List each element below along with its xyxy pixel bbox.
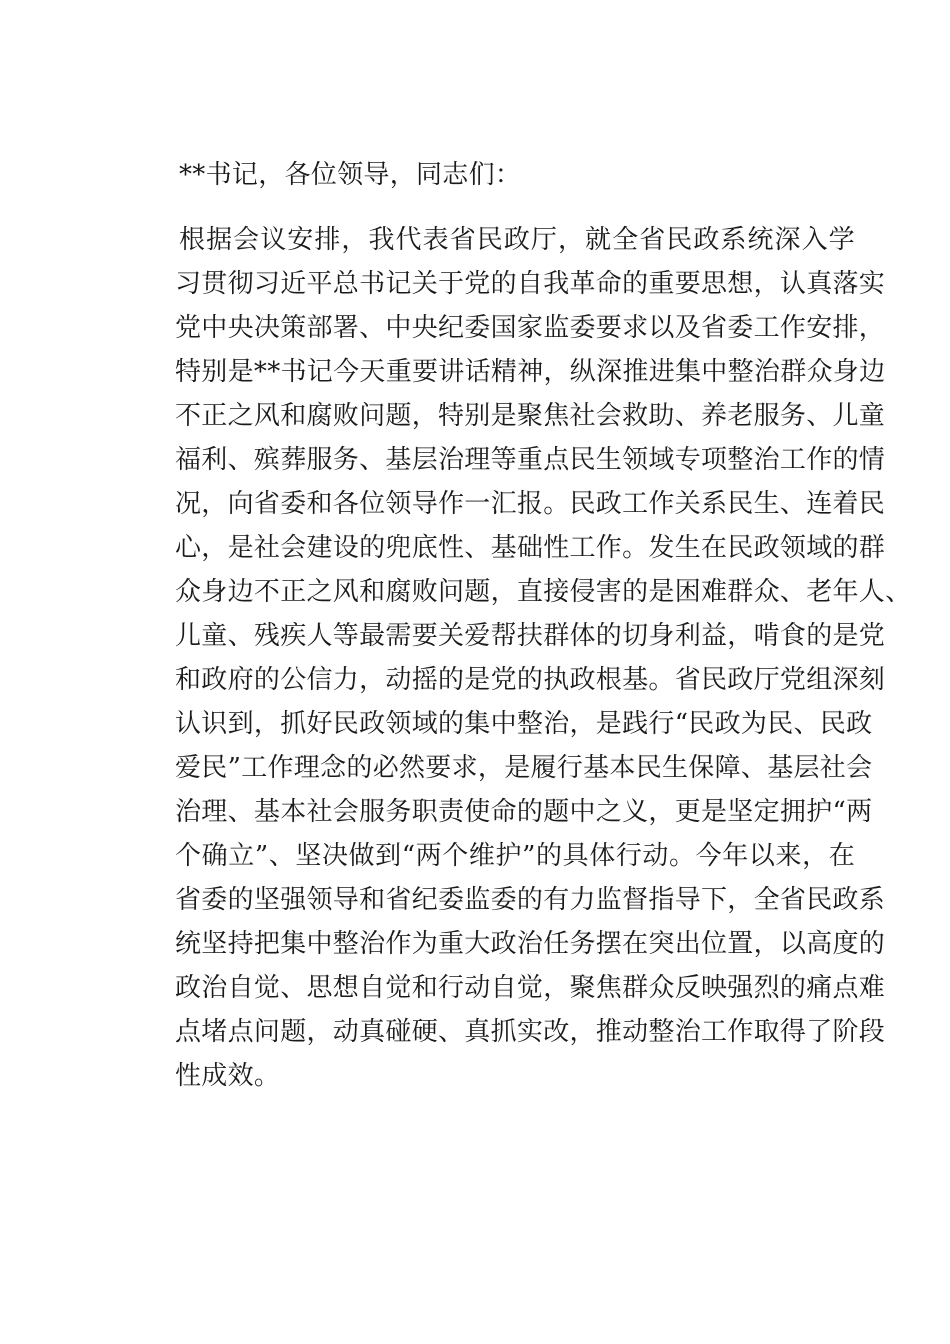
paragraph-line: 不正之风和腐败问题，特别是聚焦社会救助、养老服务、儿童 (175, 401, 886, 431)
paragraph-line: 爱民”工作理念的必然要求，是履行基本民生保障、基层社会 (175, 753, 873, 783)
salutation: **书记，各位领导，同志们： (179, 160, 522, 190)
paragraph-line: 治理、基本社会服务职责使命的题中之义，更是坚定拥护“两 (175, 797, 873, 827)
paragraph-line: 众身边不正之风和腐败问题，直接侵害的是困难群众、老年人、 (175, 577, 912, 607)
paragraph-line: 个确立”、坚决做到“两个维护”的具体行动。今年以来，在 (175, 841, 855, 871)
body-paragraph (175, 218, 912, 1098)
paragraph-line: 点堵点问题，动真碰硬、真抓实改，推动整治工作取得了阶段 (175, 1017, 886, 1047)
paragraph-line: 根据会议安排，我代表省民政厅，就全省民政系统深入学 (179, 225, 855, 255)
paragraph-line: 儿童、残疾人等最需要关爱帮扶群体的切身利益，啃食的是党 (175, 621, 886, 651)
paragraph-line: 政治自觉、思想自觉和行动自觉，聚焦群众反映强烈的痛点难 (175, 973, 886, 1003)
paragraph-line: 特别是**书记今天重要讲话精神，纵深推进集中整治群众身边 (175, 357, 886, 387)
paragraph-line: 和政府的公信力，动摇的是党的执政根基。省民政厅党组深刻 (175, 665, 886, 695)
paragraph-line: 省委的坚强领导和省纪委监委的有力监督指导下，全省民政系 (175, 885, 886, 915)
paragraph-line: 心，是社会建设的兜底性、基础性工作。发生在民政领域的群 (175, 533, 886, 563)
paragraph-line: 统坚持把集中整治作为重大政治任务摆在突出位置，以高度的 (175, 929, 886, 959)
paragraph-line: 认识到，抓好民政领域的集中整治，是践行“民政为民、民政 (175, 709, 873, 739)
paragraph-line: 习贯彻习近平总书记关于党的自我革命的重要思想，认真落实 (175, 269, 886, 299)
paragraph-line: 福利、殡葬服务、基层治理等重点民生领域专项整治工作的情 (175, 445, 886, 475)
paragraph-line: 况，向省委和各位领导作一汇报。民政工作关系民生、连着民 (175, 489, 886, 519)
paragraph-line: 性成效。 (175, 1061, 281, 1091)
document-body (175, 150, 912, 1098)
paragraph-line: 党中央决策部署、中央纪委国家监委要求以及省委工作安排， (175, 313, 886, 343)
